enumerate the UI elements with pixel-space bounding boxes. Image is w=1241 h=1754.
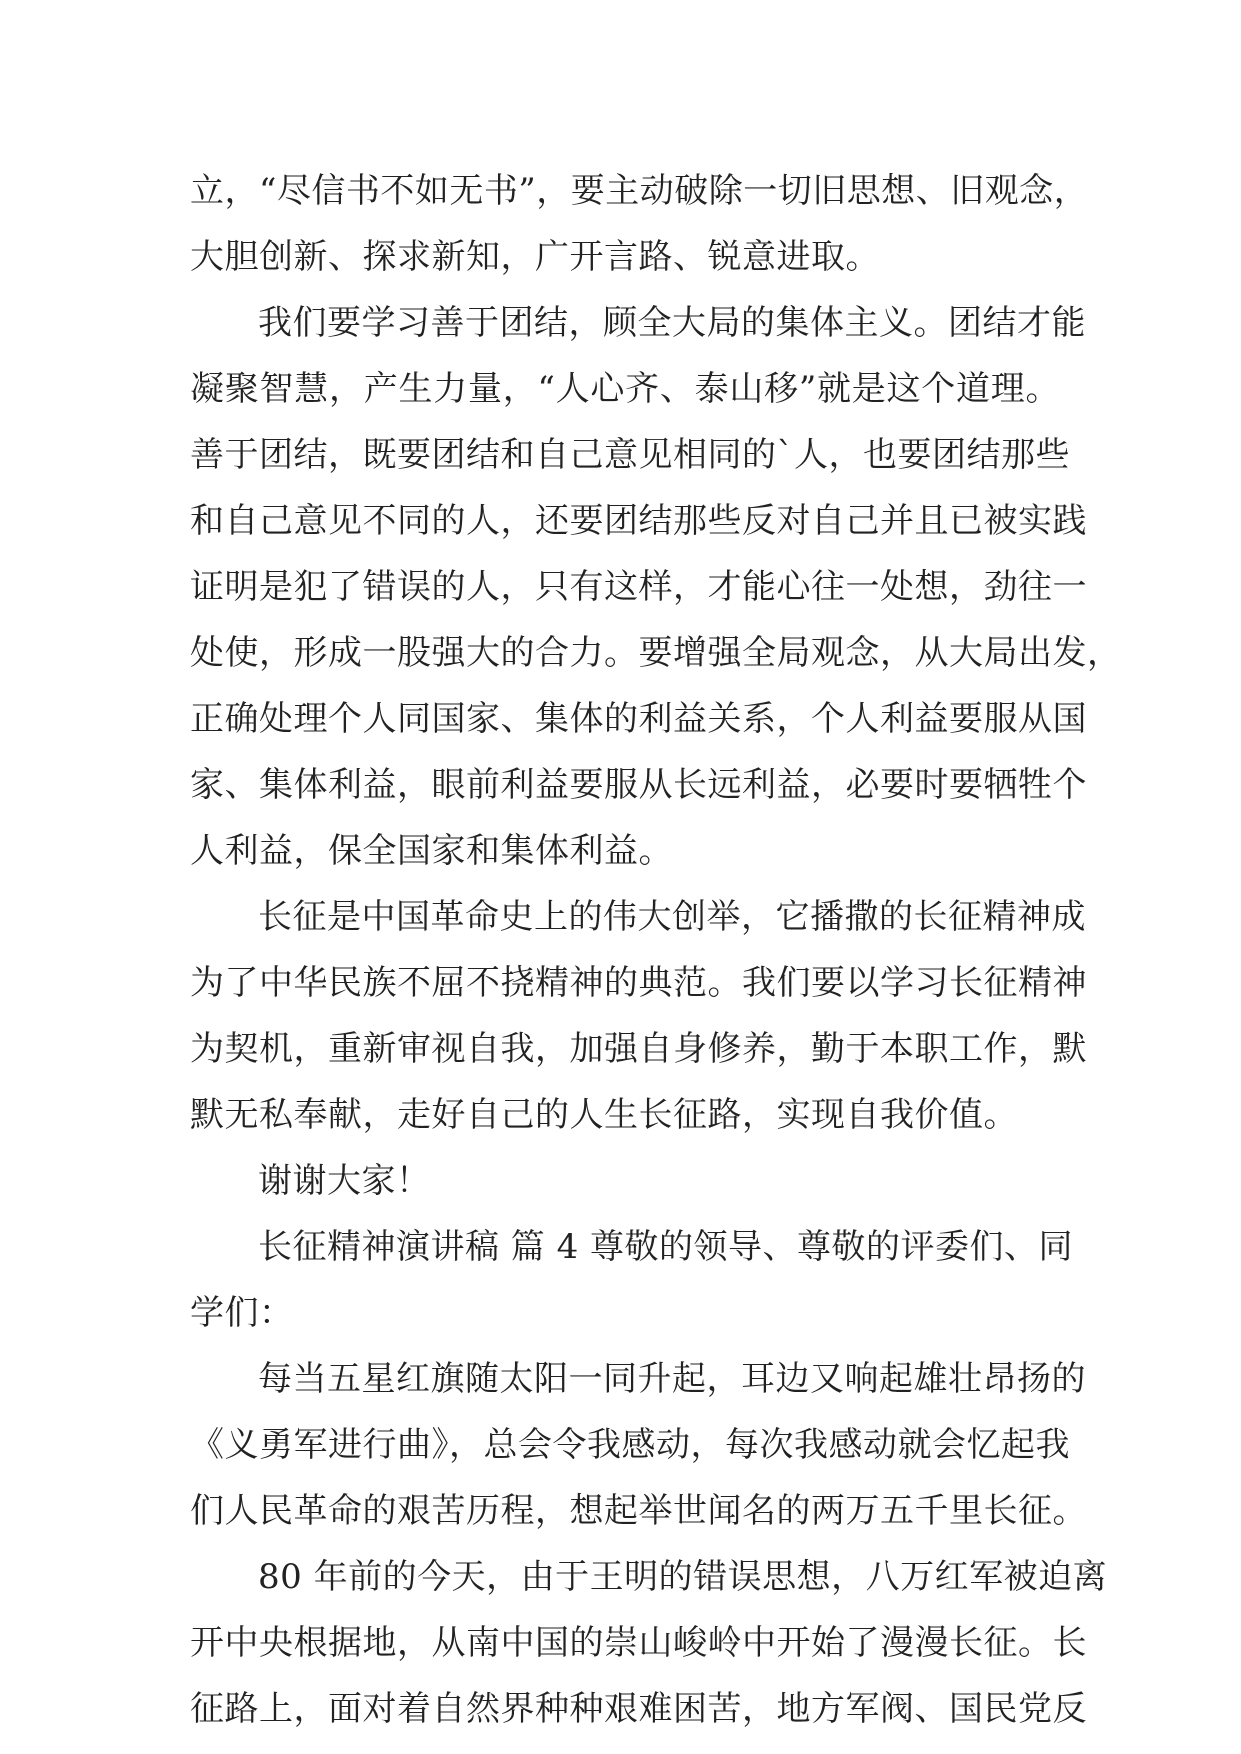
text-line: 学们： [190, 1293, 294, 1333]
document-body [190, 158, 1122, 1742]
text-line: 们人民革命的艰苦历程，想起举世闻名的两万五千里长征。 [190, 1491, 1087, 1531]
text-line: 为了中华民族不屈不挠精神的典范。我们要以学习长征精神 [190, 963, 1087, 1003]
text-line: 《义勇军进行曲》，总会令我感动，每次我感动就会忆起我 [190, 1425, 1070, 1465]
text-line: 立，“尽信书不如无书”，要主动破除一切旧思想、旧观念， [190, 171, 1089, 211]
section-heading-line: 长征精神演讲稿 篇 4 尊敬的领导、尊敬的评委们、同 [258, 1227, 1074, 1267]
text-line: 处使，形成一股强大的合力。要增强全局观念，从大局出发， [190, 633, 1122, 673]
text-line: 家、集体利益，眼前利益要服从长远利益，必要时要牺牲个 [190, 765, 1087, 805]
text-line: 开中央根据地，从南中国的崇山峻岭中开始了漫漫长征。长 [190, 1623, 1087, 1663]
text-line: 证明是犯了错误的人，只有这样，才能心往一处想，劲往一 [190, 567, 1087, 607]
text-line: 默无私奉献，走好自己的人生长征路，实现自我价值。 [190, 1095, 1018, 1135]
text-line: 征路上，面对着自然界种种艰难困苦，地方军阀、国民党反 [190, 1689, 1087, 1729]
paragraph-first-line: 我们要学习善于团结，顾全大局的集体主义。团结才能 [258, 303, 1086, 343]
paragraph-first-line: 谢谢大家！ [258, 1161, 431, 1201]
text-line: 正确处理个人同国家、集体的利益关系，个人利益要服从国 [190, 699, 1087, 739]
text-line: 为契机，重新审视自我，加强自身修养，勤于本职工作，默 [190, 1029, 1087, 1069]
paragraph-first-line: 每当五星红旗随太阳一同升起，耳边又响起雄壮昂扬的 [258, 1359, 1086, 1399]
text-line: 凝聚智慧，产生力量，“人心齐、泰山移”就是这个道理。 [190, 369, 1060, 409]
paragraph-first-line: 长征是中国革命史上的伟大创举，它播撒的长征精神成 [258, 897, 1086, 937]
text-line: 善于团结，既要团结和自己意见相同的`人，也要团结那些 [190, 435, 1070, 475]
paragraph-first-line: 80 年前的今天，由于王明的错误思想，八万红军被迫离 [258, 1557, 1108, 1597]
text-line: 大胆创新、探求新知，广开言路、锐意进取。 [190, 237, 880, 277]
text-line: 和自己意见不同的人，还要团结那些反对自己并且已被实践 [190, 501, 1087, 541]
text-line: 人利益，保全国家和集体利益。 [190, 831, 673, 871]
